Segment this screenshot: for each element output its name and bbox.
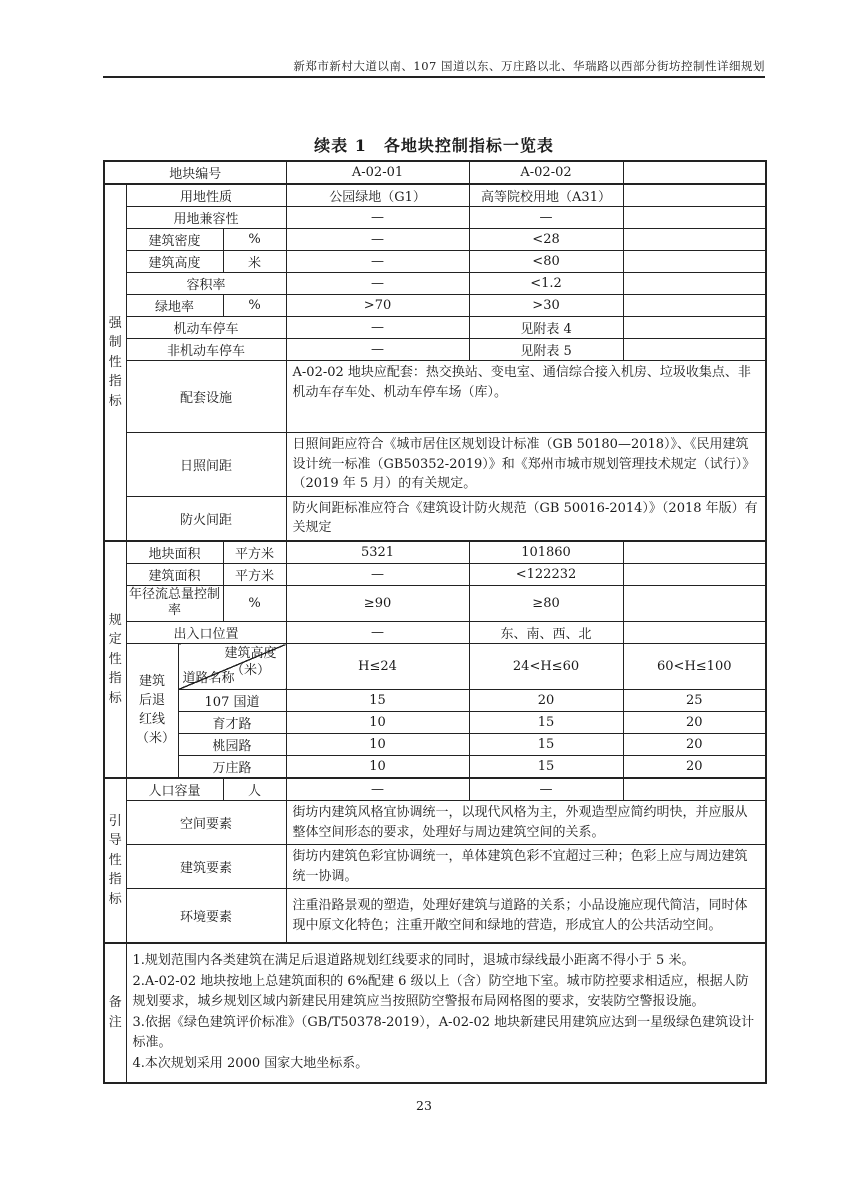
land-use-v2: 高等院校用地（A31）: [469, 184, 623, 207]
green-rate-v3: [623, 295, 766, 317]
row-building-height: [104, 251, 766, 273]
group-guiding-label: 引导性指标: [108, 813, 122, 907]
floor-area-v2: <122232: [469, 563, 623, 585]
road-v1: 10: [286, 756, 469, 779]
density-unit: %: [223, 229, 286, 251]
runoff-unit: %: [223, 585, 286, 622]
road-v3: 20: [623, 712, 766, 734]
header-rule: [103, 76, 765, 78]
runoff-v2: ≥80: [469, 585, 623, 622]
non-motor-parking-v1: —: [286, 339, 469, 361]
environment-element-text: 注重沿路景观的塑造，处理好建筑与道路的关系；小品设施应现代简洁，同时体现中原文化特色；注重开敞空间和绿地的营造，形成宜人的公共活动空间。: [286, 889, 766, 943]
road-v3: 20: [623, 756, 766, 779]
compatibility-v3: [623, 207, 766, 229]
far-v3: [623, 273, 766, 295]
green-rate-v1: >70: [286, 295, 469, 317]
motor-parking-v2: 见附表 4: [469, 317, 623, 339]
row-road-0: [104, 690, 766, 712]
plot-id-2: A-02-02: [469, 161, 623, 184]
road-v1: 10: [286, 734, 469, 756]
row-compatibility: [104, 207, 766, 229]
row-plot-id: [104, 161, 766, 184]
road-v1: 15: [286, 690, 469, 712]
group-prescriptive-label: 规定性指标: [108, 612, 122, 706]
note-2: 2.A-02-02 地块按地上总建筑面积的 6%配建 6 级以上（含）防空地下室。城市防控要求相适应，根据人防规划要求，城乡规划区域内新建民用建筑应当按照防空警报布局网格图的要求，安装防空警报设施。: [132, 973, 749, 1010]
compatibility-label: 用地兼容性: [126, 207, 286, 229]
setback-corner-bottom: 道路名称: [182, 671, 235, 687]
row-notes: [104, 943, 766, 1083]
floor-area-v1: —: [286, 563, 469, 585]
control-indicators-table: [103, 160, 767, 1084]
fire-distance-label: 防火间距: [126, 496, 286, 541]
far-v2: <1.2: [469, 273, 623, 295]
road-v1: 10: [286, 712, 469, 734]
density-v3: [623, 229, 766, 251]
sunlight-label: 日照间距: [126, 433, 286, 497]
entrance-label: 出入口位置: [126, 622, 286, 644]
green-rate-label: 绿地率: [126, 295, 223, 317]
road-name: 桃园路: [178, 734, 286, 756]
road-v2: 15: [469, 734, 623, 756]
row-road-3: [104, 756, 766, 779]
environment-element-label: 环境要素: [126, 889, 286, 943]
document-header-title: 新郑市新村大道以南、107 国道以东、万庄路以北、华瑞路以西部分街坊控制性详细规划: [293, 59, 765, 73]
floor-area-label: 建筑面积: [126, 563, 223, 585]
plot-id-3: [623, 161, 766, 184]
building-height-v1: —: [286, 251, 469, 273]
row-land-use: [104, 184, 766, 207]
floor-area-unit: 平方米: [223, 563, 286, 585]
density-label: 建筑密度: [126, 229, 223, 251]
setback-col-header-3: 60<H≤100: [623, 644, 766, 690]
row-green-rate: [104, 295, 766, 317]
table-title: 续表 1 各地块控制指标一览表: [314, 136, 554, 155]
setback-corner-top: 建筑高度（米）: [224, 646, 277, 679]
building-element-text: 街坊内建筑色彩宜协调统一，单体建筑色彩不宜超过三种；色彩上应与周边建筑统一协调。: [286, 845, 766, 889]
group-prescriptive: [104, 541, 126, 779]
sunlight-text: 日照间距应符合《城市居住区规划设计标准（GB 50180—2018）》、《民用建筑设计统一标准（GB50352-2019）》和《郑州市城市规划管理技术规定（试行）》（2019 年 5 月）的有关规定。: [286, 433, 766, 497]
building-height-unit: 米: [223, 251, 286, 273]
population-unit: 人: [223, 778, 286, 801]
note-1: 1.规划范围内各类建筑在满足后退道路规划红线要求的同时，退城市绿线最小距离不得小于 5 米。: [132, 953, 695, 969]
row-fire-distance: [104, 496, 766, 541]
motor-parking-label: 机动车停车: [126, 317, 286, 339]
plot-id-label: 地块编号: [104, 161, 286, 184]
note-3: 3.依据《绿色建筑评价标准》（GB/T50378-2019），A-02-02 地块新建民用建筑应达到一星级绿色建筑设计标准。: [132, 1014, 755, 1051]
population-label: 人口容量: [126, 778, 223, 801]
plot-id-1: A-02-01: [286, 161, 469, 184]
road-name: 育才路: [178, 712, 286, 734]
setback-corner-cell: [178, 644, 286, 690]
building-height-label: 建筑高度: [126, 251, 223, 273]
row-entrance: [104, 622, 766, 644]
plot-area-v1: 5321: [286, 541, 469, 564]
space-element-text: 街坊内建筑风格宜协调统一，以现代风格为主，外观造型应简约明快，并应服从整体空间形态的要求，处理好与周边建筑空间的关系。: [286, 801, 766, 845]
group-notes-label: 备注: [108, 995, 122, 1030]
setback-col-header-1: H≤24: [286, 644, 469, 690]
road-v2: 20: [469, 690, 623, 712]
compatibility-v2: —: [469, 207, 623, 229]
setback-label: 建筑后退红线（米）: [126, 644, 178, 779]
row-setback-header: [104, 644, 766, 690]
land-use-v3: [623, 184, 766, 207]
compatibility-v1: —: [286, 207, 469, 229]
setback-col-header-2: 24<H≤60: [469, 644, 623, 690]
motor-parking-v3: [623, 317, 766, 339]
non-motor-parking-v2: 见附表 5: [469, 339, 623, 361]
page-number: 23: [416, 1098, 432, 1113]
far-label: 容积率: [126, 273, 286, 295]
row-plot-area: [104, 541, 766, 564]
group-guiding: [104, 778, 126, 943]
fire-distance-text: 防火间距标准应符合《建筑设计防火规范（GB 50016-2014）》（2018 年版）有关规定: [286, 496, 766, 541]
floor-area-v3: [623, 563, 766, 585]
non-motor-parking-v3: [623, 339, 766, 361]
density-v1: —: [286, 229, 469, 251]
note-4: 4.本次规划采用 2000 国家大地坐标系。: [132, 1055, 369, 1071]
entrance-v1: —: [286, 622, 469, 644]
row-floor-area: [104, 563, 766, 585]
entrance-v3: [623, 622, 766, 644]
facilities-text: A-02-02 地块应配套：热交换站、变电室、通信综合接入机房、垃圾收集点、非机动车存车处、机动车停车场（库）。: [286, 361, 766, 433]
plot-area-v2: 101860: [469, 541, 623, 564]
non-motor-parking-label: 非机动车停车: [126, 339, 286, 361]
plot-area-v3: [623, 541, 766, 564]
group-mandatory: [104, 184, 126, 541]
row-road-2: [104, 734, 766, 756]
green-rate-unit: %: [223, 295, 286, 317]
population-v2: —: [469, 778, 623, 801]
population-v1: —: [286, 778, 469, 801]
far-v1: —: [286, 273, 469, 295]
row-motor-parking: [104, 317, 766, 339]
runoff-v1: ≥90: [286, 585, 469, 622]
group-mandatory-label: 强制性指标: [108, 315, 122, 409]
space-element-label: 空间要素: [126, 801, 286, 845]
plot-area-unit: 平方米: [223, 541, 286, 564]
plot-area-label: 地块面积: [126, 541, 223, 564]
group-notes: [104, 943, 126, 1083]
building-height-v3: [623, 251, 766, 273]
road-v2: 15: [469, 756, 623, 779]
row-building-element: [104, 845, 766, 889]
row-road-1: [104, 712, 766, 734]
land-use-label: 用地性质: [126, 184, 286, 207]
row-runoff: [104, 585, 766, 622]
building-height-v2: <80: [469, 251, 623, 273]
row-space-element: [104, 801, 766, 845]
road-v2: 15: [469, 712, 623, 734]
runoff-v3: [623, 585, 766, 622]
row-facilities: [104, 361, 766, 433]
row-non-motor-parking: [104, 339, 766, 361]
row-environment-element: [104, 889, 766, 943]
density-v2: <28: [469, 229, 623, 251]
road-name: 万庄路: [178, 756, 286, 779]
row-far: [104, 273, 766, 295]
green-rate-v2: >30: [469, 295, 623, 317]
population-v3: [623, 778, 766, 801]
row-sunlight: [104, 433, 766, 497]
road-v3: 25: [623, 690, 766, 712]
road-name: 107 国道: [178, 690, 286, 712]
notes-cell: [126, 943, 766, 1083]
facilities-label: 配套设施: [126, 361, 286, 433]
building-element-label: 建筑要素: [126, 845, 286, 889]
entrance-v2: 东、南、西、北: [469, 622, 623, 644]
row-density: [104, 229, 766, 251]
row-population: [104, 778, 766, 801]
land-use-v1: 公园绿地（G1）: [286, 184, 469, 207]
road-v3: 20: [623, 734, 766, 756]
runoff-label: 年径流总量控制率: [126, 585, 223, 622]
motor-parking-v1: —: [286, 317, 469, 339]
